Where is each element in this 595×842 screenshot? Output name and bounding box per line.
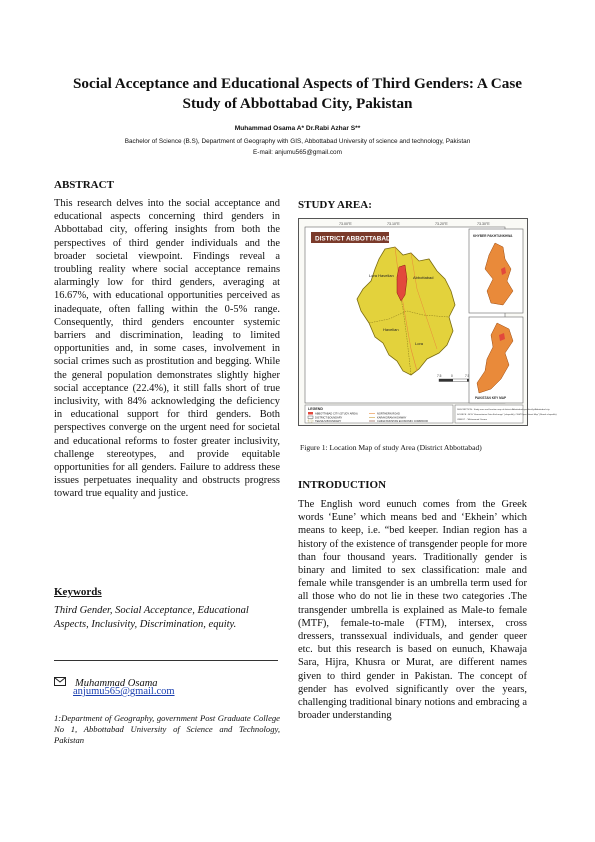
lon-tick: 73.00°E <box>339 222 352 226</box>
legend-item: TEHSILS BOUNDARY <box>315 420 342 423</box>
legend-item: ABBOTTABAD CITY (STUDY AREA) <box>315 412 358 416</box>
correspondence-email-link[interactable]: anjumu565@gmail.com <box>73 686 175 697</box>
keywords-heading: Keywords <box>54 586 102 598</box>
lon-tick: 73.20°E <box>435 222 448 226</box>
tehsil-label: Abbottabad <box>413 275 434 280</box>
study-area-heading: STUDY AREA: <box>298 199 372 211</box>
legend-item: CHINA PAKISTAN ECONOMIC CORRIDOR <box>377 420 428 423</box>
envelope-icon <box>54 673 66 691</box>
legend-title: LEGEND <box>308 407 323 411</box>
svg-text:CREDIT : "Muhammad Osama <box>457 419 488 421</box>
scale-label: 0 <box>451 374 453 378</box>
author-line: Muhammad Osama A* Dr.Rabi Azhar S** <box>234 125 361 132</box>
keywords-text: Third Gender, Social Acceptance, Educational Aspects, Inclusivity, Discrimination, equity. <box>54 605 249 630</box>
footnote-text: 1:Department of Geography, government Post Graduate College No 1, Abbottabad University of Science and Technology, Pakistan <box>54 713 280 745</box>
lon-tick: 73.10°E <box>387 222 400 226</box>
introduction-heading: INTRODUCTION <box>298 479 387 491</box>
lon-tick: 73.30°E <box>477 222 490 226</box>
affiliation-text: Bachelor of Science (B.S), Department of Geography with GIS, Abbottabad University of science and technology, Pakistan <box>124 138 471 145</box>
tehsil-label: Lora Havelian <box>369 273 394 278</box>
scale-label: 7.5 <box>437 374 442 378</box>
abstract-heading: ABSTRACT <box>54 179 114 191</box>
introduction-text: The English word eunuch comes from the Greek words ‘Eune’ which means bed and ‘Ekhein’ which means to keep, i.e. “bed keeper. Indian region has a history of the existence of transgender people for more than four thousand years. Traditionally gender is binary and limited to sex classification: male and female while transgender is an umbrella term used for all those who do not lie in these two categories .The transgender umbrella is explained as Male-to female (MTF), female-to-male (FTM), intersex, cross dressers, transsexual individuals, and gender queer etc. but this research is based on eunuch, Khawaja Sara, Hijra, Khusra or Murat, are different names given to third gender in Pakistan. The concept of gender has evolved significantly over the years, challenging traditional binary notions and embracing a broader understanding <box>298 499 527 722</box>
legend-item: DISTRICT BOUNDARY <box>315 416 343 420</box>
affiliation <box>40 136 555 158</box>
svg-text:DESCRIPTION : Study area and l <box>457 408 550 411</box>
footnote-rule <box>54 660 278 661</box>
tehsil-label: Havelian <box>383 327 399 332</box>
map-source: SOURCE : BOS "Humanitarian Data Exchange" (shapefile), OSM"Open Street Map" (Roads shapefile). <box>457 414 558 416</box>
legend-item: NORTHERN ROAD <box>377 412 400 416</box>
inset-pakistan-title: PAKISTAN KEY MAP <box>475 396 507 400</box>
paper-title: Social Acceptance and Educational Aspects of Third Genders: A Case Study of Abbottabad City, Pakistan <box>72 75 523 112</box>
figure-caption: Figure 1: Location Map of study Area (District Abbottabad) <box>300 443 482 452</box>
correspondence-name: Muhammad Osama <box>75 678 158 689</box>
inset-kpk-title: KHYBER PAKHTUNKHWA <box>473 234 513 238</box>
map-title: DISTRICT ABBOTTABAD <box>315 235 391 243</box>
location-map <box>298 218 558 426</box>
tehsil-label: Lora <box>415 341 424 346</box>
legend-item: KARAKORAM HIGHWAY <box>377 416 407 420</box>
svg-text:SOURCE : BOS "Humanitarian Dat <box>457 413 558 416</box>
map-credit: CREDIT : "Muhammad Osama <box>457 419 487 421</box>
email-line: E-mail: anjumu565@gmail.com <box>253 149 342 156</box>
map-description: DESCRIPTION : Study area and location map of district Abbottabad specifically Abbottabad city. <box>457 409 550 411</box>
scale-label: 7.5 <box>465 374 470 378</box>
abstract-text: This research delves into the social acceptance and educational aspects concerning third genders in Abbottabad city, offering insights from both the perspectives of third gender individuals and the broader societal viewpoint. Findings reveal a troubling reality where social acceptance remains alarmingly low for third genders, averaging at 16.67%, with educational opportunities perceived as inadequate, often falling within the 0-5% range. Consequently, third genders encounter systemic barriers and discrimination, leading to limited opportunities and, in some cases, involvement in social crimes such as prostitution and begging. While the general population demonstrates slightly higher social acceptance (22.4%), it still falls short of true inclusivity, with 84% acknowledging the deficiency in educational support for third genders. Both perspectives converge on the urgent need for societal and educational reforms to foster greater inclusivity, challenge stereotypes, and provide equitable opportunities for all genders. Failure to address these issues perpetuates inequality and obstructs progress toward true equality and justice. <box>54 198 280 500</box>
